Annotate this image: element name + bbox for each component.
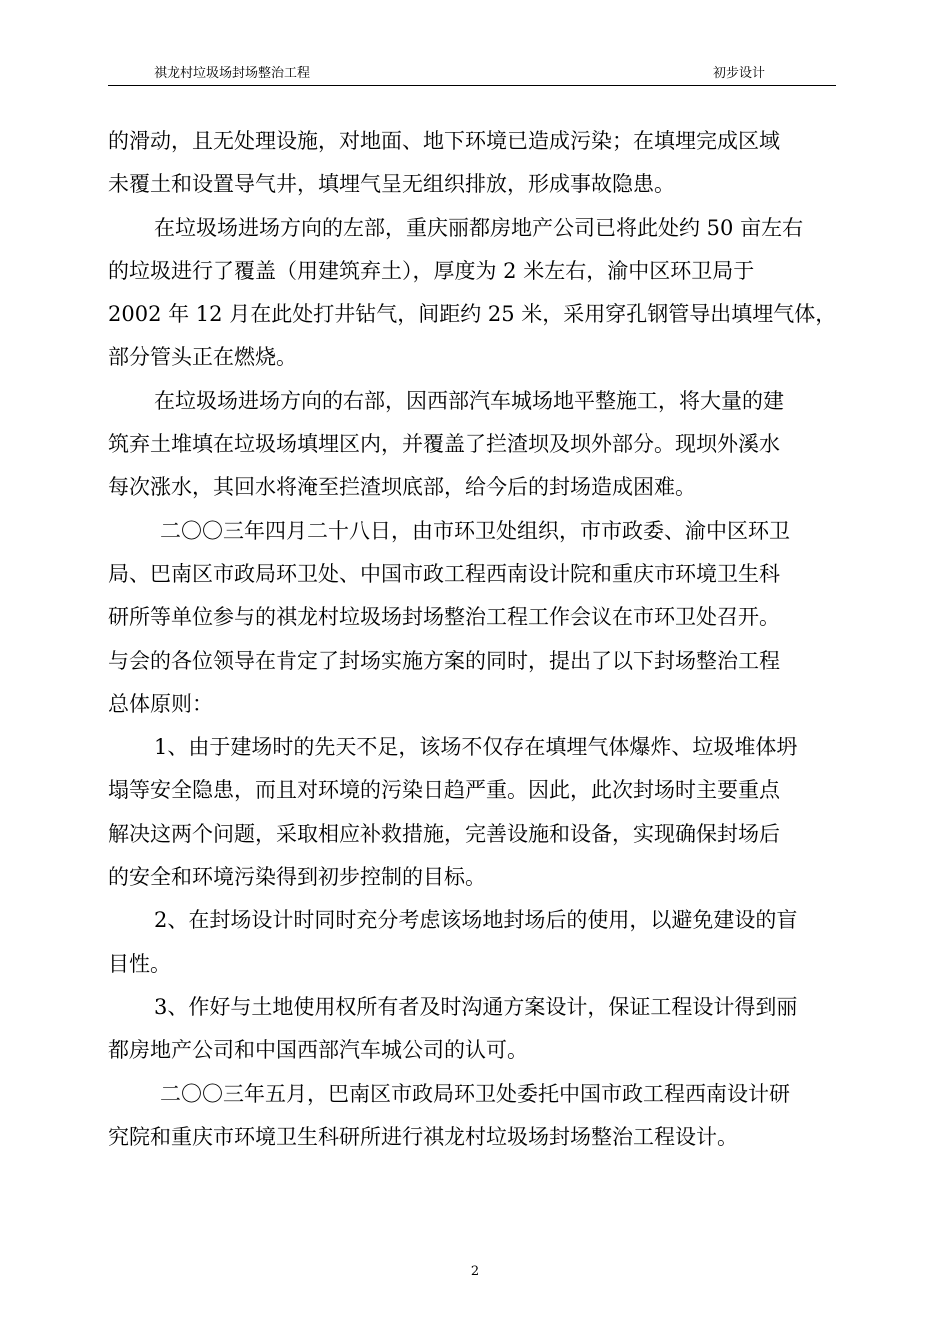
document-body — [108, 120, 836, 1159]
text-line: 2002 年 12 月在此处打井钻气，间距约 25 米，采用穿孔钢管导出填埋气体， — [108, 302, 837, 327]
text-line: 解决这两个问题，采取相应补救措施，完善设施和设备，实现确保封场后 — [108, 821, 780, 846]
text-line: 局、巴南区市政局环卫处、中国市政工程西南设计院和重庆市环境卫生科 — [108, 561, 780, 586]
text-line: 未覆土和设置导气井，填埋气呈无组织排放，形成事故隐患。 — [108, 172, 675, 197]
text-line: 二〇〇三年四月二十八日，由市环卫处组织，市市政委、渝中区环卫 — [160, 518, 790, 543]
text-line: 研所等单位参与的祺龙村垃圾场封场整治工程工作会议在市环卫处召开。 — [108, 605, 780, 630]
text-line: 二〇〇三年五月，巴南区市政局环卫处委托中国市政工程西南设计研 — [160, 1081, 790, 1106]
paragraph-continuation — [108, 120, 836, 207]
text-line: 究院和重庆市环境卫生科研所进行祺龙村垃圾场封场整治工程设计。 — [108, 1124, 738, 1149]
header-doc-stage: 初步设计 — [713, 66, 766, 81]
text-line: 目性。 — [108, 951, 171, 976]
text-line: 与会的各位领导在肯定了封场实施方案的同时，提出了以下封场整治工程 — [108, 648, 780, 673]
page-header — [108, 66, 836, 86]
text-line: 的垃圾进行了覆盖（用建筑弃土），厚度为 2 米左右，渝中区环卫局于 — [108, 258, 755, 283]
text-line: 都房地产公司和中国西部汽车城公司的认可。 — [108, 1038, 528, 1063]
paragraph-principle-2 — [108, 899, 836, 986]
page-number: 2 — [470, 1264, 480, 1279]
paragraph-principle-1 — [108, 726, 836, 899]
header-project-title: 祺龙村垃圾场封场整治工程 — [154, 66, 311, 81]
text-line: 在垃圾场进场方向的左部，重庆丽都房地产公司已将此处约 50 亩左右 — [154, 215, 804, 240]
text-line: 3、作好与土地使用权所有者及时沟通方案设计，保证工程设计得到丽 — [154, 994, 798, 1019]
text-line: 筑弃土堆填在垃圾场填埋区内，并覆盖了拦渣坝及坝外部分。现坝外溪水 — [108, 432, 780, 457]
text-line: 总体原则： — [108, 691, 213, 716]
text-line: 部分管头正在燃烧。 — [108, 345, 297, 370]
paragraph-meeting — [108, 510, 836, 726]
paragraph-left-area — [108, 207, 836, 380]
text-line: 2、在封场设计时同时充分考虑该场地封场后的使用，以避免建设的盲 — [154, 908, 798, 933]
text-line: 1、由于建场时的先天不足，该场不仅存在填埋气体爆炸、垃圾堆体坍 — [154, 735, 798, 760]
text-line: 每次涨水，其回水将淹至拦渣坝底部，给今后的封场造成困难。 — [108, 475, 696, 500]
paragraph-commission — [108, 1073, 836, 1160]
paragraph-principle-3 — [108, 986, 836, 1073]
text-line: 的安全和环境污染得到初步控制的目标。 — [108, 865, 486, 890]
text-line: 塌等安全隐患，而且对环境的污染日趋严重。因此，此次封场时主要重点 — [108, 778, 780, 803]
paragraph-right-area — [108, 380, 836, 510]
text-line: 的滑动，且无处理设施，对地面、地下环境已造成污染；在填埋完成区域 — [108, 129, 780, 153]
text-line: 在垃圾场进场方向的右部，因西部汽车城场地平整施工，将大量的建 — [154, 388, 784, 413]
